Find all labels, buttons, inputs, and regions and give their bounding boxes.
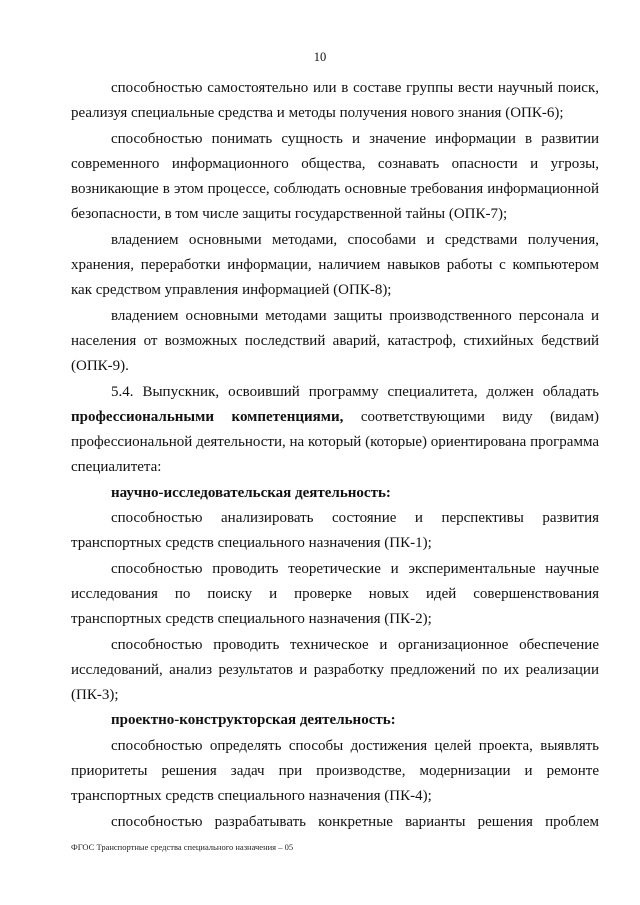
paragraph-pk2: способностью проводить теоретические и экспериментальные научные исследования по поиску и проверке новых идей совершенствования транспортных средств специального назначения (ПК-2);: [71, 560, 599, 628]
page-number: 10: [313, 50, 327, 64]
paragraph-opk9: владением основными методами защиты производственного персонала и населения от возможных последствий аварий, катастроф, стихийных бедствий (ОПК-9).: [71, 307, 599, 375]
document-body: [71, 76, 599, 835]
footer-text: ФГОС Транспортные средства специального назначения – 05: [71, 842, 294, 852]
paragraph-5-4-bold: профессиональными компетенциями,: [71, 408, 344, 425]
paragraph-opk7: способностью понимать сущность и значение информации в развитии современного информационного общества, сознавать опасности и угрозы, возникающие в этом процессе, соблюдать основные требования информационной безопасности, в том числе защиты государственной тайны (ОПК-7);: [71, 130, 599, 223]
paragraph-opk6: способностью самостоятельно или в составе группы вести научный поиск, реализуя специальные средства и методы получения нового знания (ОПК-6);: [71, 80, 599, 122]
paragraph-pk3: способностью проводить техническое и организационное обеспечение исследований, анализ результатов и разработку предложений по их реализации (ПК-3);: [71, 636, 599, 704]
heading-design: проектно-конструкторская деятельность:: [111, 712, 396, 729]
paragraph-pk5-start: способностью разрабатывать конкретные варианты решения проблем: [111, 813, 599, 830]
heading-research: научно-исследовательская деятельность:: [111, 484, 391, 501]
paragraph-5-4-lead: 5.4. Выпускник, освоивший программу специалитета, должен обладать: [111, 383, 599, 400]
paragraph-5-4: [71, 380, 599, 481]
paragraph-5-4-rest: соответствующими виду (видам) профессиональной деятельности, на который (которые) ориентирована программа специалитета:: [71, 408, 599, 476]
paragraph-opk8: владением основными методами, способами и средствами получения, хранения, переработки информации, наличием навыков работы с компьютером как средством управления информацией (ОПК-8);: [71, 231, 599, 299]
paragraph-pk4: способностью определять способы достижения целей проекта, выявлять приоритеты решения задач при производстве, модернизации и ремонте транспортных средств специального назначения (ПК-4);: [71, 737, 599, 805]
paragraph-pk1: способностью анализировать состояние и перспективы развития транспортных средств специального назначения (ПК-1);: [71, 510, 599, 552]
